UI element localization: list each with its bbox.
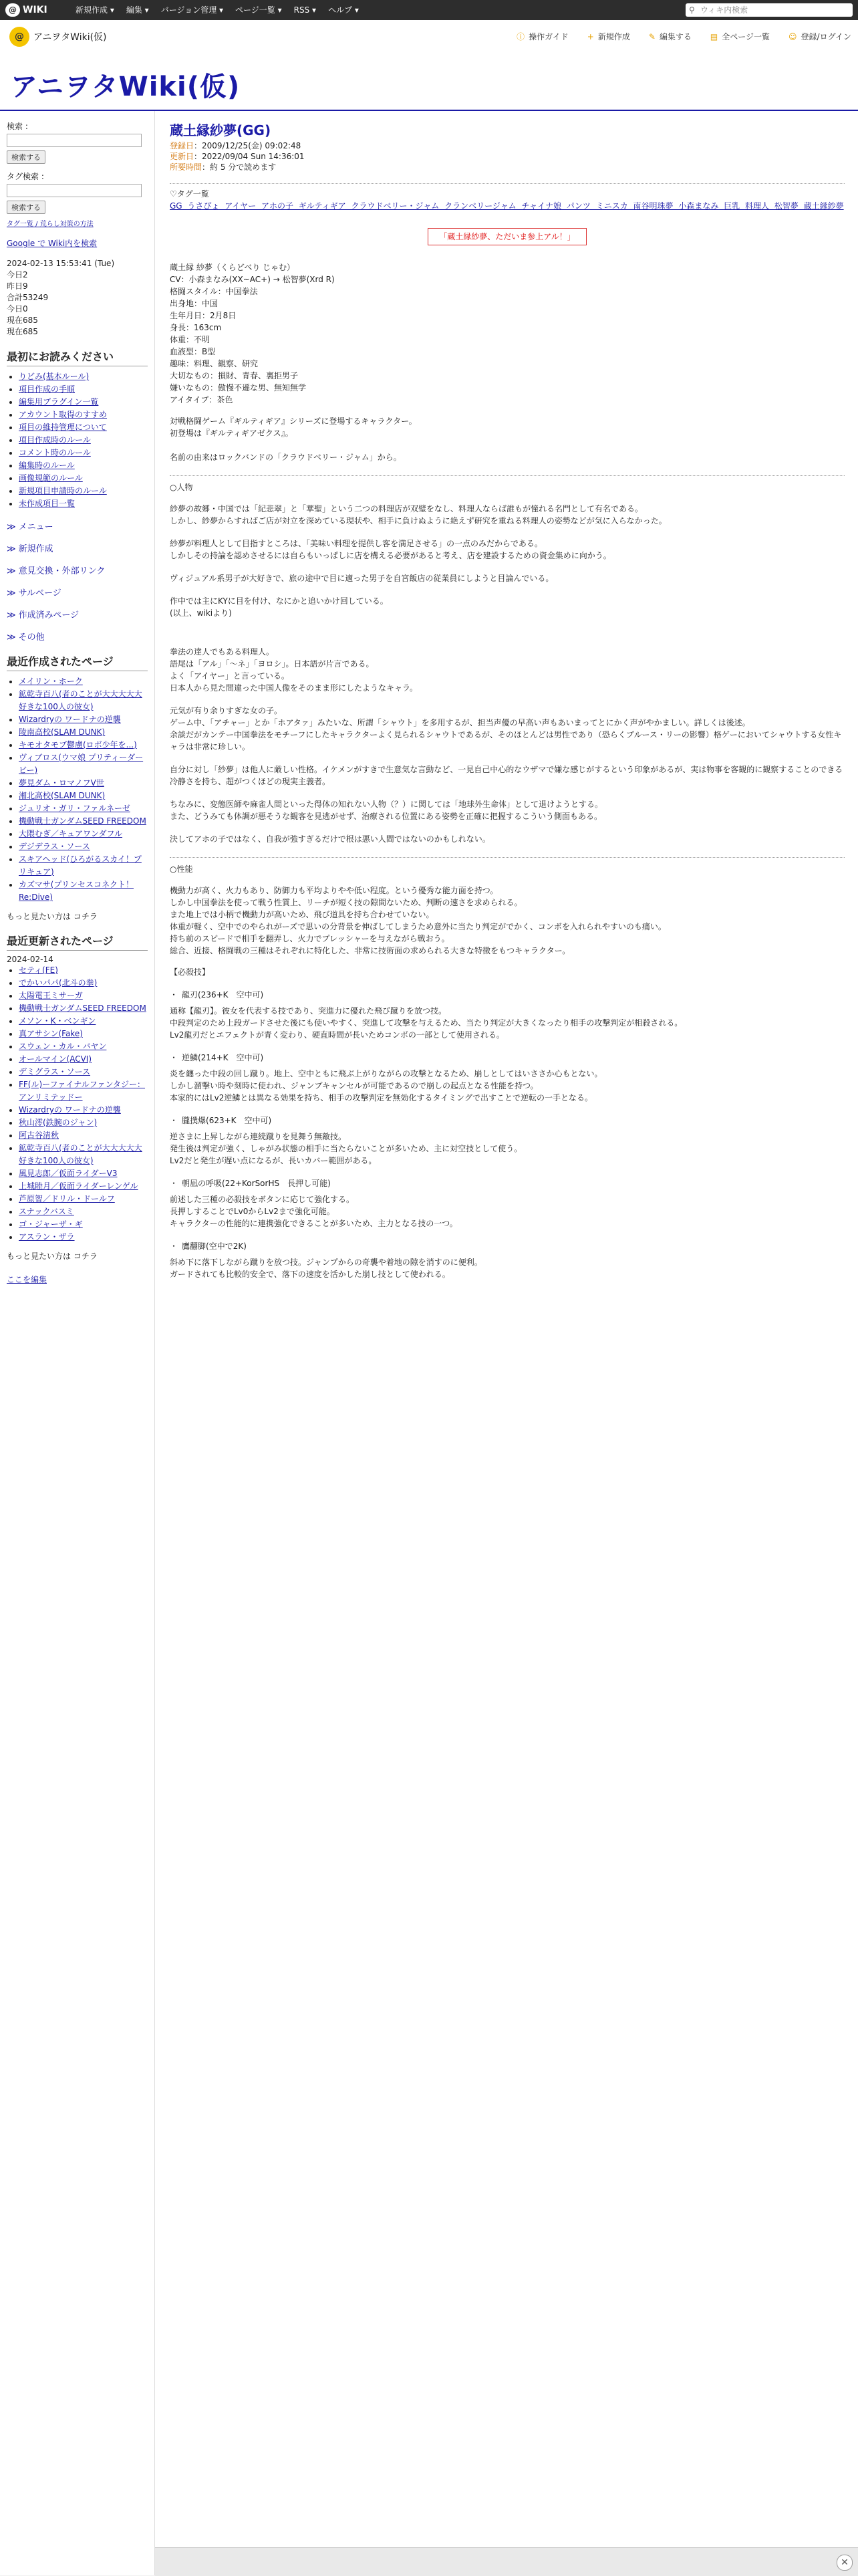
updated-date: 2024-02-14 [7,955,53,964]
list-item[interactable]: メソン・K・ベンギン [19,1016,96,1026]
more-created-link[interactable]: もっと見たい方は コチラ [7,912,98,921]
recent-updated-list [7,964,148,1244]
list-item[interactable]: りどみ(基本ルール) [19,372,90,381]
list-item[interactable]: 上城睦月／仮面ライダーレンゲル [19,1181,138,1191]
list-item[interactable]: コメント時のルール [19,448,91,457]
intro-block: 対戦格闘ゲーム『ギルティギア』シリーズに登場するキャラクター。 初登場は『ギルティギアゼクス』。 名前の由来はロックバンドの「クラウドベリー・ジャム」から。 [170,417,417,462]
list-item[interactable]: スナックバスミ [19,1207,74,1216]
list-item[interactable]: デミグラス・ソース [19,1067,91,1076]
list-item[interactable]: 機動戦士ガンダムSEED FREEDOM [19,816,146,826]
list-item[interactable]: アカウント取得のすすめ [19,410,108,419]
list-item[interactable]: 湘北高校(SLAM DUNK) [19,791,106,800]
wiki-logo-icon: @ [5,3,20,17]
tag-search-input[interactable] [7,184,142,197]
more-updated-link[interactable]: もっと見たい方は コチラ [7,1252,98,1261]
list-item[interactable]: 芦原智／ドリル・ドールフ [19,1194,115,1203]
top-navbar [0,0,858,20]
list-item[interactable]: 秋山澪(鉄腕のジャン) [19,1118,98,1127]
list-item[interactable]: セティ(FE) [19,965,58,975]
article-content [155,111,858,2575]
article-meta: 登録日：2009/12/25(金) 09:02:48 更新日：2022/09/04 Sun 14:36:01 所要時間：約 5 分で読めます [170,141,305,172]
counter-stats: 2024-02-13 15:53:41 (Tue) 今日2 昨日9 合計53249 今日0 現在685 現在685 [7,259,115,336]
recent-updated-heading: 最近更新されたページ [7,933,148,951]
list-item[interactable]: ゴ・ジャーザ・ギ [19,1219,83,1229]
list-item[interactable]: デジデラス・ソース [19,842,90,851]
list-item[interactable]: でかいパパ(北斗の拳) [19,978,98,987]
list-item[interactable]: 鉱乾寺百八(者のことが大大大大大好きな100人の彼女) [19,689,142,711]
list-item[interactable]: アスラン・ザラ [19,1232,75,1242]
recent-created-heading: 最近作成されたページ [7,653,148,671]
menu-edit[interactable]: 編集 ▾ [126,5,149,15]
list-item[interactable]: FF(ル)ーファイナルファンタジー：アンリミテッドー [19,1080,146,1102]
list-item[interactable]: オールマイン(ACVI) [19,1054,92,1064]
person-block: 紗夢の故郷・中国では「紀悲翠」と「華聖」という二つの料理店が双璧をなし、料理人ならば誰もが憧れる名門として有名である。 しかし、紗夢からすればご店が対立を深めている現状や、相手に負けぬように絶えず研究を重ねる料理人の姿勢などが気に入らなかった。 紗夢が料理人として目指すところは、「美味い料理を提供し客を満足させる」の一点のみだからである。 しかしその持論を認めさせるには自らもいっぱしに店を構える必要があると考え、店を建設するための資金集めに向かう。 ヴィジュアル系男子が大好きで、旅の途中で目に適った男子を自宮飯店の従業員にしようと目論んでいる。 作中では主にKYに目を付け、なにかと追いかけ回している。 (以上、wikiより) 拳法の達人でもある料理人。 語尾は「アル」「～ネ」「ヨロシ」。日本語が片言である。 よく「アイヤー」と言っている。 日本人から見た間違った中国人像をそのまま形にしたようなキャラ。 元気が有り余りすぎな女の子。 ゲーム中、「アチャー」とか「ホアタァ」みたいな、所謂「シャウト」を多用するが、担当声優の早高い声もあいまってとにかく声がやかましい。詳しくは後述。 余談だがカンテー中国拳法をモチーフにしたキャラクターよく見られるシャウトであるが、そのほとんどは男性であり（恐らくブルース・リーの影響）格ゲーにおいてシャウトする女性キャラは非常に珍しい。 自分に対し「紗夢」は他人に厳しい性格。イケメンがすきで生意気な言動など、一見自己中心的なウザマで嫌な感じがするという印象があるが、実は物事を客観的に観察することのできる冷静さを持ち、超がつくほどの現実主義者。 ちなみに、変態医師や麻雀人間といった得体の知れない人物（？）に関しては「地球外生命体」として退けようとする。 また、どうみても体調が悪そうな観客を見逃がせず、治療される位置にある姿勢を正確に把握するこういう側面もある。 決してアホの子ではなく、自我が強すぎるだけで根は悪い人間ではないのかもしれない。 [170,504,843,844]
list-item[interactable]: メイリン・ホーク [19,677,83,686]
search-label: 検索 : [7,122,28,131]
performance-block: 機動力が高く、火力もあり、防御力も平均よりやや低い程度。という優秀な能力面を持つ。 しかし中国拳法を使って戦う性質上、リーチが短く技の隙間ないため、判断の速さを求められる。 また地上では小柄で機動力が高いため、飛び道具を持ち合わせていない。 体重が軽く、空中でのやられがーズで思いの分背景を伸ばしてしまうため意外に当たり判定がでかく、コンボを入れられやすいのも痛い。 持ち前のスピードで相手を翻弄し、火力でプレッシャーを与えながら戦おう。 総合、近接、格闘戦の三種はそれぞれに特化した、非常に技術面の求められる大きな特徴をもつキャラクター。 [170,886,666,955]
site-logo[interactable]: @ アニヲタWiki(仮) [9,27,107,47]
tool-links [517,31,851,42]
list-item[interactable]: 画像規範のルール [19,473,83,483]
sidebar-section-discussion[interactable]: ≫ 意見交換・外部リンク [7,566,106,576]
list-item[interactable]: カズマサ(プリンセスコネクト！Re:Dive) [19,880,134,902]
edit-sidebar-link[interactable]: ここを編集 [7,1275,47,1284]
read-first-list [7,370,148,510]
read-first-heading: 最初にお読みください [7,348,148,366]
chevron-right-icon: ≫ [7,588,16,598]
list-item[interactable]: スウェン・カル・バヤン [19,1042,107,1051]
list-item[interactable]: キモオタモブ鬱虜(ロボ少年を...) [19,740,137,749]
sidebar [0,111,155,2575]
profile-block: 蔵土縁 紗夢（くらどべり じゃむ） CV：小森まなみ(XX~AC+) → 松智夢(Xrd R) 格闘スタイル：中国拳法 出身地：中国 生年月日：2月8日 身長：163cm 体重：不明 血液型：B型 趣味：料理、観察、研究 大切なもの：損財、青春、裏拒男子 嫌いなもの：傲慢不遜な男、無知無学 アイタイプ：茶色 [170,263,335,404]
move-item: ・ 龍刃(236+K 空中可) 通称【龍刃】。彼女を代表する技であり、突進力に優れた飛び蹴りを放つ技。 中段判定のため上段ガードさせた後にも使いやすく、突進して攻撃を与えるため、当たり判定が大きくなったり相手の攻撃判定が相殺される。 Lv2龍刃だとエフェクトが青く変わり、硬直時間が長いためコンボの一部として使用される。 [170,990,683,1040]
list-item[interactable]: 風見志郎／仮面ライダーV3 [19,1169,118,1178]
article-title: 蔵土縁紗夢(GG) [170,122,271,138]
performance-heading: ○性能 [170,864,193,874]
list-item[interactable]: 編集時のルール [19,461,75,470]
sidebar-section-other[interactable]: ≫ その他 [7,632,45,642]
list-item[interactable]: 項目作成の手順 [19,384,76,394]
list-item[interactable]: 未作成項目一覧 [19,499,76,508]
list-item[interactable]: 阿古谷清秋 [19,1131,59,1140]
search-icon: ⚲ [689,5,695,15]
recent-created-list [7,675,148,904]
list-item[interactable]: ジュリオ・ガリ・ファルネーゼ [19,804,130,813]
wiki-logo[interactable]: @ WIKI [5,3,47,17]
move-item: ・ 鷹翻脚(空中で2K) 斜め下に落下しながら蹴りを放つ技。ジャンプからの奇襲や着地の隙を消すのに便利。 ガードされても比較的安全で、落下の速度を活かした崩し技として使われる。 [170,1242,482,1279]
list-item[interactable]: Wizardryの ワードナの逆襲 [19,715,121,724]
user-icon: ☺ [789,32,797,41]
guide-icon: ⓘ [517,32,525,41]
list-item[interactable]: 新規項目申請時のルール [19,486,107,495]
plus-icon: + [587,32,594,41]
list-item[interactable]: 項目作成時のルール [19,435,91,445]
tag-links[interactable]: GG うさぴょ アイヤー アホの子 ギルティギア クラウドベリー・ジャム クランベリージャム チャイナ娘 パンツ ミニスカ 南谷明珠夢 小森まなみ 巨乳 料理人 松智夢 蔵土縁紗夢 [170,201,844,211]
menu-new[interactable]: 新規作成 ▾ [76,5,114,15]
sidebar-section-salvage[interactable]: ≫ サルベージ [7,588,61,598]
top-menu [69,0,365,20]
list-item[interactable]: ヴィブロス(ウマ娘 プリティーダービー) [19,753,144,775]
close-icon[interactable]: ✕ [837,2555,853,2571]
intro-quote: 「蔵土縁紗夢、ただいま参上アル！」 [170,228,845,245]
person-heading: ○人物 [170,483,193,492]
document-icon: ▤ [710,32,718,41]
sidebar-section-menu[interactable]: ≫ メニュー [7,522,53,532]
menu-help[interactable]: ヘルプ ▾ [328,5,359,15]
google-search-link[interactable]: Google で Wiki内を検索 [7,239,98,248]
list-item[interactable]: 鉱乾寺百八(者のことが大大大大大好きな100人の彼女) [19,1143,142,1165]
site-title[interactable]: アニヲタWiki(仮) [11,72,241,102]
list-item[interactable]: 大隈むぎ／キュアワンダフル [19,829,123,838]
list-item[interactable]: 編集用プラグイン一覧 [19,397,99,406]
move-item: ・ 朧撲爆(623+K 空中可) 逆さまに上昇しながら連続蹴りを見舞う無敵技。 発生後は判定が強く、しゃがみ状態の相手に当たらないことが多いため、主に対空技として使う。 Lv2だと発生が遅い点になるが、長いカバー範囲がある。 [170,1116,523,1165]
moves-heading: 【必殺技】 [170,967,210,977]
pencil-icon: ✎ [648,32,656,41]
search-input[interactable]: ⚲ ウィキ内検索 [686,3,853,17]
list-item[interactable]: 真アサシン(Fake) [19,1029,83,1038]
site-logo-icon: @ [9,27,29,47]
sidebar-search-button[interactable]: 検索する [7,150,45,164]
chevron-right-icon: ≫ [7,566,16,576]
move-item: ・ 逆鱗(214+K 空中可) 炎を纏った中段の回し蹴り。地上、空中ともに飛ぶ上がりながらの攻撃となるため、崩しとしてはいささか心もとない。 しかし溜撃い時や刻時に使われ、ジャンプキャンセルが可能であるので崩しの起点となる性能を持つ。 本家的にはLv2逆鱗とは異なる効果を持ち、相手の攻撃判定を無効化するタイミングで出すことで逆転の一手となる。 [170,1053,603,1102]
sidebar-search-input[interactable] [7,134,142,147]
list-item[interactable]: スキアヘッド(ひろがるスカイ！プリキュア) [19,854,142,876]
list-item[interactable]: 太陽電王ミサーガ [19,991,83,1000]
all-pages-link[interactable]: ▤ 全ページ一覧 [710,32,770,41]
guide-link[interactable]: ⓘ 操作ガイド [517,32,569,41]
chevron-right-icon: ≫ [7,522,16,532]
chevron-right-icon: ≫ [7,632,16,642]
menu-rss[interactable]: RSS ▾ [293,5,317,15]
bottom-ad-bar [155,2547,858,2576]
list-item[interactable]: 陵南高校(SLAM DUNK) [19,727,106,737]
edit-link[interactable]: ✎ 編集する [648,32,692,41]
menu-pages[interactable]: ページ一覧 ▾ [235,5,282,15]
tag-search-label: タグ検索 : [7,172,44,181]
list-item[interactable]: 機動戦士ガンダムSEED FREEDOM [19,1004,146,1013]
tag-list: ♡タグ一覧 GG うさぴょ アイヤー アホの子 ギルティギア クラウドベリー・ジャム クランベリージャム チャイナ娘 パンツ ミニスカ 南谷明珠夢 小森まなみ 巨乳 料理人 松智夢 蔵土縁紗夢 [170,183,845,212]
login-link[interactable]: ☺ 登録/ログイン [789,32,851,41]
list-item[interactable]: 夢見ダム・ロマノフV世 [19,778,104,788]
chevron-right-icon: ≫ [7,610,16,620]
move-item: ・ 朝凪の呼吸(22+KorSorHS 長押し可能) 前述した三種の必殺技をボタンに応じて強化する。 長押しすることでLv0からLv2まで強化可能。 キャラクターの性能的に連携強化できることが多いため、主力となる技の一つ。 [170,1179,458,1228]
list-item[interactable]: 項目の維持管理について [19,423,107,432]
site-title-bar [0,55,858,111]
sub-header [0,20,858,55]
menu-version[interactable]: バージョン管理 ▾ [160,5,224,15]
new-page-link[interactable]: + 新規作成 [587,32,630,41]
sidebar-section-created[interactable]: ≫ 作成済みページ [7,610,80,620]
tag-search-button[interactable]: 検索する [7,201,45,214]
list-item[interactable]: Wizardryの ワードナの逆襲 [19,1105,121,1115]
tag-list-link[interactable]: タグ一覧 / 荒らし対策の方法 [7,221,94,228]
sidebar-section-new[interactable]: ≫ 新規作成 [7,544,53,554]
chevron-right-icon: ≫ [7,544,16,554]
